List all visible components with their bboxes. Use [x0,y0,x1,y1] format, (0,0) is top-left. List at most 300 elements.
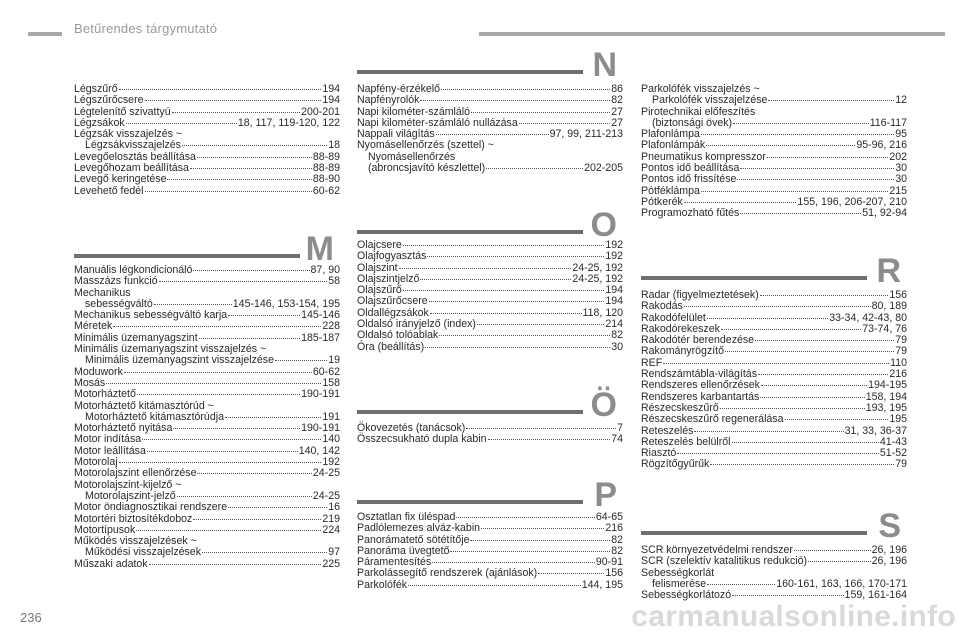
entry-term: Napi kilométer-számláló nullázása [357,116,518,129]
entry-pages: 202-205 [584,162,623,175]
entry-term: Légzsák visszajelzés ~ [74,128,183,141]
entry-pages: 27 [611,116,623,129]
entry-pages: 12 [895,94,907,107]
entry-pages: 192 [605,239,623,251]
entry-pages: 160-161, 163, 166, 170-171 [776,577,907,590]
entry-pages: 95 [895,128,907,141]
entry-pages: 80, 189 [871,300,907,313]
entry-term: Légzsákok [74,116,125,129]
entry-pages: 158, 194 [865,390,907,403]
section-oe-entries [357,423,623,446]
entry-term: (abroncsjavító készlettel) [368,162,486,175]
letter-rule [357,410,583,414]
entry-term: Napi kilométer-számláló [357,105,471,118]
dot-leader [740,213,861,214]
entry-term: Rakodófelület [641,311,706,324]
entry-term: Nyomásellenőrzés (szettel) ~ [357,139,494,152]
entry-term: Motortípusok [74,523,136,536]
entry-term: Működés visszajelzések ~ [74,535,197,548]
entry-pages: 195 [889,413,907,426]
index-entry [641,346,907,357]
dot-leader [228,315,300,316]
entry-pages: 88-90 [312,173,340,186]
entry-pages: 194 [322,94,340,107]
entry-term: Működési visszajelzések [85,546,201,559]
dot-leader [177,496,312,497]
dot-leader [758,374,888,375]
dot-leader [154,304,232,305]
entry-term: Sebességkorlát [641,566,715,579]
dot-leader [755,340,894,341]
entry-term: Méretek [74,320,113,333]
section-s-entries [641,545,907,601]
header-bar-left [28,32,62,36]
entry-term: Műszaki adatok [74,557,148,570]
entry-pages: 145-146, 153-154, 195 [232,297,340,310]
entry-term: Olajcsere [357,239,402,251]
entry-term: Parkolófék visszajelzés ~ [641,83,760,95]
dot-leader [399,268,572,269]
entry-term: Motorháztető [74,388,136,401]
entry-pages: 194 [322,83,340,95]
entry-term: Panoráma üvegtető [357,544,450,557]
dot-leader [450,551,610,552]
entry-pages: 82 [611,544,623,557]
entry-term: Motorolajszint-jelző [85,489,176,502]
dot-leader [732,595,843,596]
entry-term: SCR környezetvédelmi rendszer [641,544,793,556]
index-entry [357,523,623,534]
entry-term: Nappali világítás [357,128,435,141]
header-bar-right [479,32,945,36]
entry-pages: 86 [611,83,623,95]
dot-leader [142,439,321,440]
entry-pages: 58 [328,275,340,288]
entry-term: Nyomásellenőrzés [368,150,456,163]
entry-term: Oldalsó tolóablak [357,329,439,342]
entry-pages: 159, 161-164 [844,589,907,602]
entry-term: (biztonsági övek) [652,116,733,129]
index-entry [74,468,340,479]
section-p-entries [357,512,623,591]
letter-heading-o [357,204,623,242]
index-entry [357,580,623,591]
entry-pages: 194 [605,284,623,297]
page-header-title: Betűrendes tárgymutató [74,21,218,36]
dot-leader [808,561,871,562]
entry-term: Panorámatető sötétítője [357,533,470,546]
dot-leader [432,562,595,563]
dot-leader [197,157,312,158]
index-entry [357,163,623,174]
dot-leader [486,168,583,169]
entry-pages: 31, 33, 36-37 [844,424,907,437]
entry-pages: 185-187 [301,331,340,344]
dot-leader [193,270,309,271]
entry-pages: 194-195 [868,379,907,392]
entry-pages: 156 [605,567,623,580]
letter-rule [357,230,583,234]
entry-pages: 82 [611,329,623,342]
dot-leader [425,347,610,348]
entry-term: Rakományrögzítő [641,345,725,358]
entry-pages: 144, 195 [581,578,623,591]
letter-m: M [305,230,334,268]
entry-term: Pótféklámpa [641,184,700,197]
index-entry [74,186,340,197]
entry-term: SCR (szelektív katalitikus redukció) [641,555,808,568]
entry-term: Részecskeszűrő regenerálása [641,413,784,426]
dot-leader [429,301,605,302]
entry-term: Légszűrő [74,83,118,95]
entry-pages: 26, 196 [871,544,907,556]
entry-term: REF [641,356,663,369]
letter-oe: Ö [590,386,617,424]
index-entry [641,174,907,185]
index-entry [641,556,907,567]
section-n-entries [357,84,623,174]
entry-pages: 18, 117, 119-120, 122 [237,116,340,129]
entry-pages: 215 [889,184,907,197]
dot-leader [145,100,322,101]
index-entry [641,437,907,448]
dot-leader [663,363,889,364]
dot-leader [701,134,894,135]
dot-leader [182,145,327,146]
dot-leader [173,428,300,429]
entry-term: Légzsákvisszajelzés [85,139,181,152]
dot-leader [199,338,300,339]
entry-term: Rendszeres karbantartás [641,390,760,403]
entry-term: Parkolássegítő rendszerek (ajánlások) [357,567,538,580]
entry-term: Olajszint [357,261,398,274]
dot-leader [794,550,871,551]
dot-leader [466,428,616,429]
entry-pages: 192 [605,250,623,263]
dot-leader [481,528,604,529]
entry-term: Légszűrőcsere [74,94,144,107]
index-entry [74,310,340,321]
entry-term: Masszázs funkció [74,275,158,288]
index-entry [74,174,340,185]
dot-leader [538,573,604,574]
watermark-text: carmanualsonline.info [631,600,956,633]
dot-leader [167,179,311,180]
entry-pages: 51, 92-94 [862,207,907,220]
dot-leader [403,245,605,246]
entry-term: Mechanikus sebességváltó karja [74,309,228,322]
dot-leader [488,439,611,440]
section-r-entries [641,290,907,471]
entry-pages: 190-191 [301,388,340,401]
entry-term: Padlólemezes alváz-kabin [357,522,481,535]
letter-heading-n [357,44,623,82]
entry-pages: 95-96, 216 [856,139,907,152]
letter-s: S [878,507,901,545]
entry-term: Pontos idő frissítése [641,173,737,186]
entry-term: sebességváltó [85,297,153,310]
index-entry [641,208,907,219]
entry-term: Mechanikus [74,286,131,299]
dot-leader [436,134,549,135]
dot-leader [725,351,894,352]
entry-term: Motor öndiagnosztikai rendszere [74,501,228,514]
index-entry [74,389,340,400]
section-l-entries [74,84,340,197]
letter-heading-m [74,228,340,266]
letter-o: O [590,206,617,244]
entry-term: Összecsukható dupla kabin [357,433,487,446]
entry-term: Mosás [74,376,106,389]
entry-term: Rendszámtábla-világítás [641,368,757,381]
dot-leader [706,145,855,146]
dot-leader [408,585,581,586]
entry-term: Pirotechnikai előfeszítés [641,105,756,118]
dot-leader [710,464,894,465]
entry-term: Oldallégzsákok [357,306,429,319]
entry-pages: 30 [895,162,907,175]
entry-pages: 156 [889,289,907,301]
letter-n: N [592,46,617,84]
letter-rule [641,531,867,535]
entry-term: Plafonlámpák [641,139,706,152]
dot-leader [420,279,571,280]
index-entry [641,380,907,391]
dot-leader [761,385,867,386]
entry-term: Parkolófék visszajelzése [652,94,768,107]
dot-leader [694,431,843,432]
dot-leader [677,453,879,454]
entry-pages: 30 [895,173,907,186]
dot-leader [193,519,321,520]
dot-leader [228,507,327,508]
section-m-entries [74,265,340,570]
entry-term: Motor indítása [74,433,142,446]
dot-leader [707,318,828,319]
dot-leader [420,100,610,101]
index-entry [357,95,623,106]
entry-term: Reteszelés belülről [641,435,731,448]
section-o-entries [357,240,623,353]
letter-heading-s [641,505,907,543]
entry-term: Pótkerék [641,195,683,208]
entry-term: Programozható fűtés [641,207,740,220]
letter-rule [357,70,583,74]
dot-leader [113,326,321,327]
entry-term: Olajszűrő [357,284,402,297]
entry-pages: 90-91 [595,556,623,569]
entry-pages: 18 [328,139,340,152]
entry-term: Motorháztető kitámasztórúdja [85,410,224,423]
entry-pages: 97 [328,546,340,559]
dot-leader [732,442,879,443]
entry-term: Sebességkorlátozó [641,589,732,602]
dot-leader [470,540,610,541]
entry-pages: 158 [322,376,340,389]
dot-leader [684,202,797,203]
entry-pages: 200-201 [301,105,340,118]
dot-leader [519,123,610,124]
dot-leader [439,335,610,336]
entry-pages: 140, 142 [298,444,340,457]
dot-leader [137,394,300,395]
entry-pages: 60-62 [312,365,340,378]
entry-term: Óra (beállítás) [357,340,425,353]
letter-heading-p [357,474,623,512]
entry-term: Osztatlan fix üléspad [357,511,456,523]
entry-pages: 79 [895,345,907,358]
dot-leader [106,383,321,384]
entry-pages: 88-89 [312,150,340,163]
dot-leader [202,552,327,553]
entry-pages: 214 [605,318,623,331]
entry-term: Pontos idő beállítása [641,162,740,175]
dot-leader [768,100,894,101]
entry-term: Rakodórekeszek [641,322,720,335]
dot-leader [737,179,894,180]
dot-leader [760,295,889,296]
entry-term: Pneumatikus kompresszor [641,150,766,163]
entry-term: Levegő keringetése [74,173,167,186]
entry-pages: 73-74, 76 [862,322,907,335]
dot-leader [126,123,237,124]
dot-leader [721,329,861,330]
entry-pages: 224 [322,523,340,536]
dot-leader [159,281,328,282]
entry-term: Olajszűrőcsere [357,295,428,308]
dot-leader [197,473,311,474]
index-entry [74,559,340,570]
entry-term: Rakodás [641,300,683,313]
letter-p: P [594,476,617,514]
entry-pages: 88-89 [312,162,340,175]
letter-heading-r [641,250,907,288]
entry-pages: 145-146 [301,309,340,322]
dot-leader [190,168,312,169]
entry-term: Manuális légkondicionáló [74,264,193,276]
dot-leader [172,112,301,113]
entry-pages: 216 [889,368,907,381]
entry-term: Levegőelosztás beállítása [74,150,196,163]
entry-pages: 192 [322,456,340,469]
dot-leader [785,419,889,420]
entry-term: Parkolófék [357,578,408,591]
entry-term: Ökovezetés (tanácsok) [357,422,466,434]
entry-pages: 24-25, 192 [572,272,623,285]
dot-leader [124,372,312,373]
entry-pages: 228 [322,320,340,333]
entry-pages: 225 [322,557,340,570]
dot-leader [684,306,871,307]
entry-pages: 24-25 [312,489,340,502]
entry-term: Részecskeszűrő [641,401,719,414]
dot-leader [733,123,869,124]
entry-term: Riasztó [641,447,677,460]
entry-term: Légtelenítő szivattyú [74,105,171,118]
index-entry [74,95,340,106]
dot-leader [147,451,298,452]
entry-pages: 190-191 [301,422,340,435]
entry-pages: 30 [611,340,623,353]
page-number: 236 [20,610,42,625]
dot-leader [275,360,327,361]
entry-term: Motortéri biztosítékdoboz [74,512,193,525]
dot-leader [471,112,610,113]
index-entry [74,367,340,378]
dot-leader [119,462,322,463]
entry-pages: 64-65 [595,511,623,523]
index-entry [357,251,623,262]
index-entry [74,355,340,366]
index-entry [641,414,907,425]
dot-leader [720,408,865,409]
entry-pages: 16 [328,501,340,514]
entry-pages: 194 [605,295,623,308]
index-entry [641,459,907,470]
entry-term: Oldalsó irányjelző (index) [357,318,476,331]
entry-term: Moduwork [74,365,123,378]
dot-leader [760,397,864,398]
entry-term: Minimális üzemanyagszint visszajelzés ~ [74,343,267,356]
dot-leader [149,564,322,565]
dot-leader [477,324,604,325]
index-entry [357,434,623,445]
entry-term: Levegőhozam beállítása [74,162,189,175]
entry-pages: 82 [611,533,623,546]
entry-term: Motorháztető nyitása [74,422,173,435]
entry-pages: 79 [895,458,907,471]
entry-term: Levehető fedél [74,184,144,197]
entry-pages: 41-43 [879,435,907,448]
letter-heading-oe [357,384,623,422]
entry-pages: 27 [611,105,623,118]
entry-pages: 51-52 [879,447,907,460]
entry-pages: 155, 196, 206-207, 210 [797,195,907,208]
entry-term: Olajszintjelző [357,272,420,285]
entry-pages: 24-25 [312,467,340,480]
entry-pages: 24-25, 192 [572,261,623,274]
letter-r: R [876,252,901,290]
index-entry [357,342,623,353]
entry-term: Reteszelés [641,424,694,437]
letter-rule [74,254,300,258]
entry-pages: 116-117 [869,116,907,129]
dot-leader [145,191,312,192]
letter-rule [357,500,583,504]
dot-leader [441,89,610,90]
letter-rule [641,276,867,280]
dot-leader [740,168,894,169]
entry-pages: 191 [322,410,340,423]
entry-pages: 118, 120 [582,306,623,319]
dot-leader [701,191,888,192]
section-p2-entries [641,84,907,220]
entry-pages: 216 [605,522,623,535]
index-entry [74,502,340,513]
entry-term: Páramentesítés [357,556,432,569]
dot-leader [119,89,322,90]
entry-term: Motorolaj [74,456,118,469]
entry-pages: 193, 195 [865,401,907,414]
entry-term: Minimális üzemanyagszint [74,331,198,344]
entry-term: Motorolajszint-kijelző ~ [74,478,182,491]
dot-leader [767,157,888,158]
entry-term: Napfény-érzékelő [357,83,441,95]
index-entry [641,301,907,312]
dot-leader [707,584,775,585]
entry-term: Rögzítőgyűrűk [641,458,710,471]
entry-term: Minimális üzemanyagszint visszajelzése [85,354,274,367]
